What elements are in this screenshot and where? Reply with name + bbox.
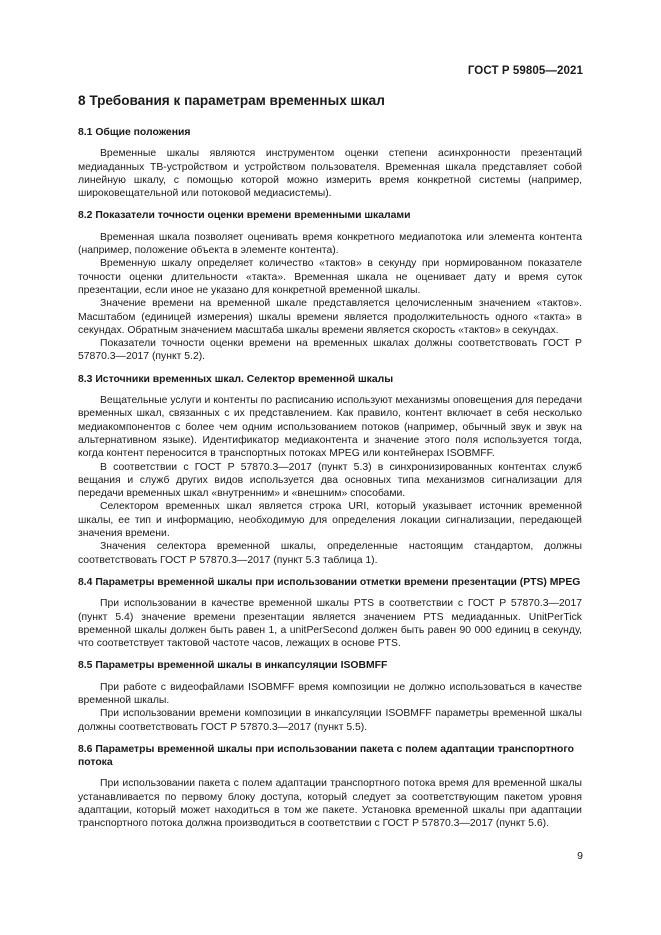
section (78, 743, 582, 831)
paragraph: Показатели точности оценки времени на временных шкалах должны соответствовать ГОСТ Р 57870.3—2017 (пункт 5.2). (78, 338, 582, 363)
section-title: 8.5 Параметры временной шкалы в инкапсуляции ISOBMFF (78, 660, 388, 672)
section-title: 8.2 Показатели точности оценки времени временными шкалами (78, 210, 411, 222)
page-number: 9 (577, 850, 583, 862)
document-body (78, 92, 582, 840)
section (78, 576, 582, 650)
section-title: 8.1 Общие положения (78, 127, 191, 138)
paragraph: При использовании времени композиции в инкапсуляции ISOBMFF параметры временной шкалы должны соответствовать ГОСТ Р 57870.3—2017 (пункт 5.5). (78, 708, 582, 733)
paragraph: При работе с видеофайлами ISOBMFF время композиции не должно использоваться в качестве временной шкалы. (78, 681, 582, 706)
section (78, 373, 582, 567)
section (78, 126, 582, 200)
paragraph: Значение времени на временной шкале представляется целочисленным значением «тактов». Масштабом (единицей измерения) шкалы времени является продолжительность одного «такта» в секундах. Обратным значением масштаба шкалы времени является скорость «тактов» в секундах. (78, 298, 582, 336)
paragraph: Вещательные услуги и контенты по расписанию используют механизмы оповещения для передачи временных шкал, связанных с их представлением. Как правило, контент включает в себя несколько медиакомпонентов с более чем одним использованием потоков (например, обычный звук и звук на альтернативном языке). Идентификатор медиаконтента и значение этого поля используется тогда, когда контент переносится в транспортных потоках MPEG или контейнерах ISOBMFF. (78, 395, 582, 460)
section (78, 209, 582, 363)
paragraph: Значения селектора временной шкалы, определенные настоящим стандартом, должны соответствовать ГОСТ Р 57870.3—2017 (пункт 5.3 таблица 1). (78, 541, 582, 566)
paragraph: Временные шкалы являются инструментом оценки степени асинхронности презентаций медиаданных ТВ-устройством и устройством пользователя. Временная шкала представляет собой линейную шкалу, с помощью которой можно измерить время конкретной системы (например, широковещательной или потоковой медиасистемы). (78, 148, 582, 200)
chapter-title: 8 Требования к параметрам временных шкал (78, 93, 385, 108)
paragraph: Селектором временных шкал является строка URI, который указывает источник временной шкалы, ее тип и информацию, необходимую для определения локации сигнализации, передающей значения времени. (78, 501, 582, 540)
paragraph: Временную шкалу определяет количество «тактов» в секунду при нормированном показателе точности оценки длительности «такта». Временная шкала не оценивает дату и время суток презентации, если иное не указано для конкретной временной шкалы. (78, 258, 582, 296)
sections (78, 126, 582, 831)
section (78, 659, 582, 733)
section-title: 8.3 Источники временных шкал. Селектор временной шкалы (78, 373, 394, 385)
paragraph: В соответствии с ГОСТ Р 57870.3—2017 (пункт 5.3) в синхронизированных контентах служб вещания и служб других видов используется два основных типа механизмов сигнализации для передачи временных шкал «внутренним» и «внешним» способами. (78, 461, 582, 500)
paragraph: При использовании пакета с полем адаптации транспортного потока время для временной шкалы устанавливается по первому блоку доступа, который следует за соответствующим пакетом уровня адаптации, который может находиться в том же пакете. Установка временной шкалы при адаптации транспортного потока должна производиться в соответствии с ГОСТ Р 57870.3—2017 (пункт 5.6). (78, 778, 582, 830)
paragraph: При использовании в качестве временной шкалы PTS в соответствии с ГОСТ Р 57870.3—2017 (пункт 5.4) значение времени презентации является значением PTS медиаданных. UnitPerTick временной шкалы должен быть равен 1, а unitPerSecond должен быть равен 90 000 единиц в секунду, что соответствует тактовой частоте часов, лежащих в основе PTS. (78, 598, 582, 650)
section-title: 8.4 Параметры временной шкалы при использовании отметки времени презентации (PTS) MPEG (78, 576, 581, 588)
section-title: 8.6 Параметры временной шкалы при использовании пакета с полем адаптации транспортного потока (78, 743, 574, 769)
document-id: ГОСТ Р 59805—2021 (467, 65, 583, 77)
paragraph: Временная шкала позволяет оценивать время конкретного медиапотока или элемента контента (например, положение объекта в элементе контента). (78, 231, 582, 257)
